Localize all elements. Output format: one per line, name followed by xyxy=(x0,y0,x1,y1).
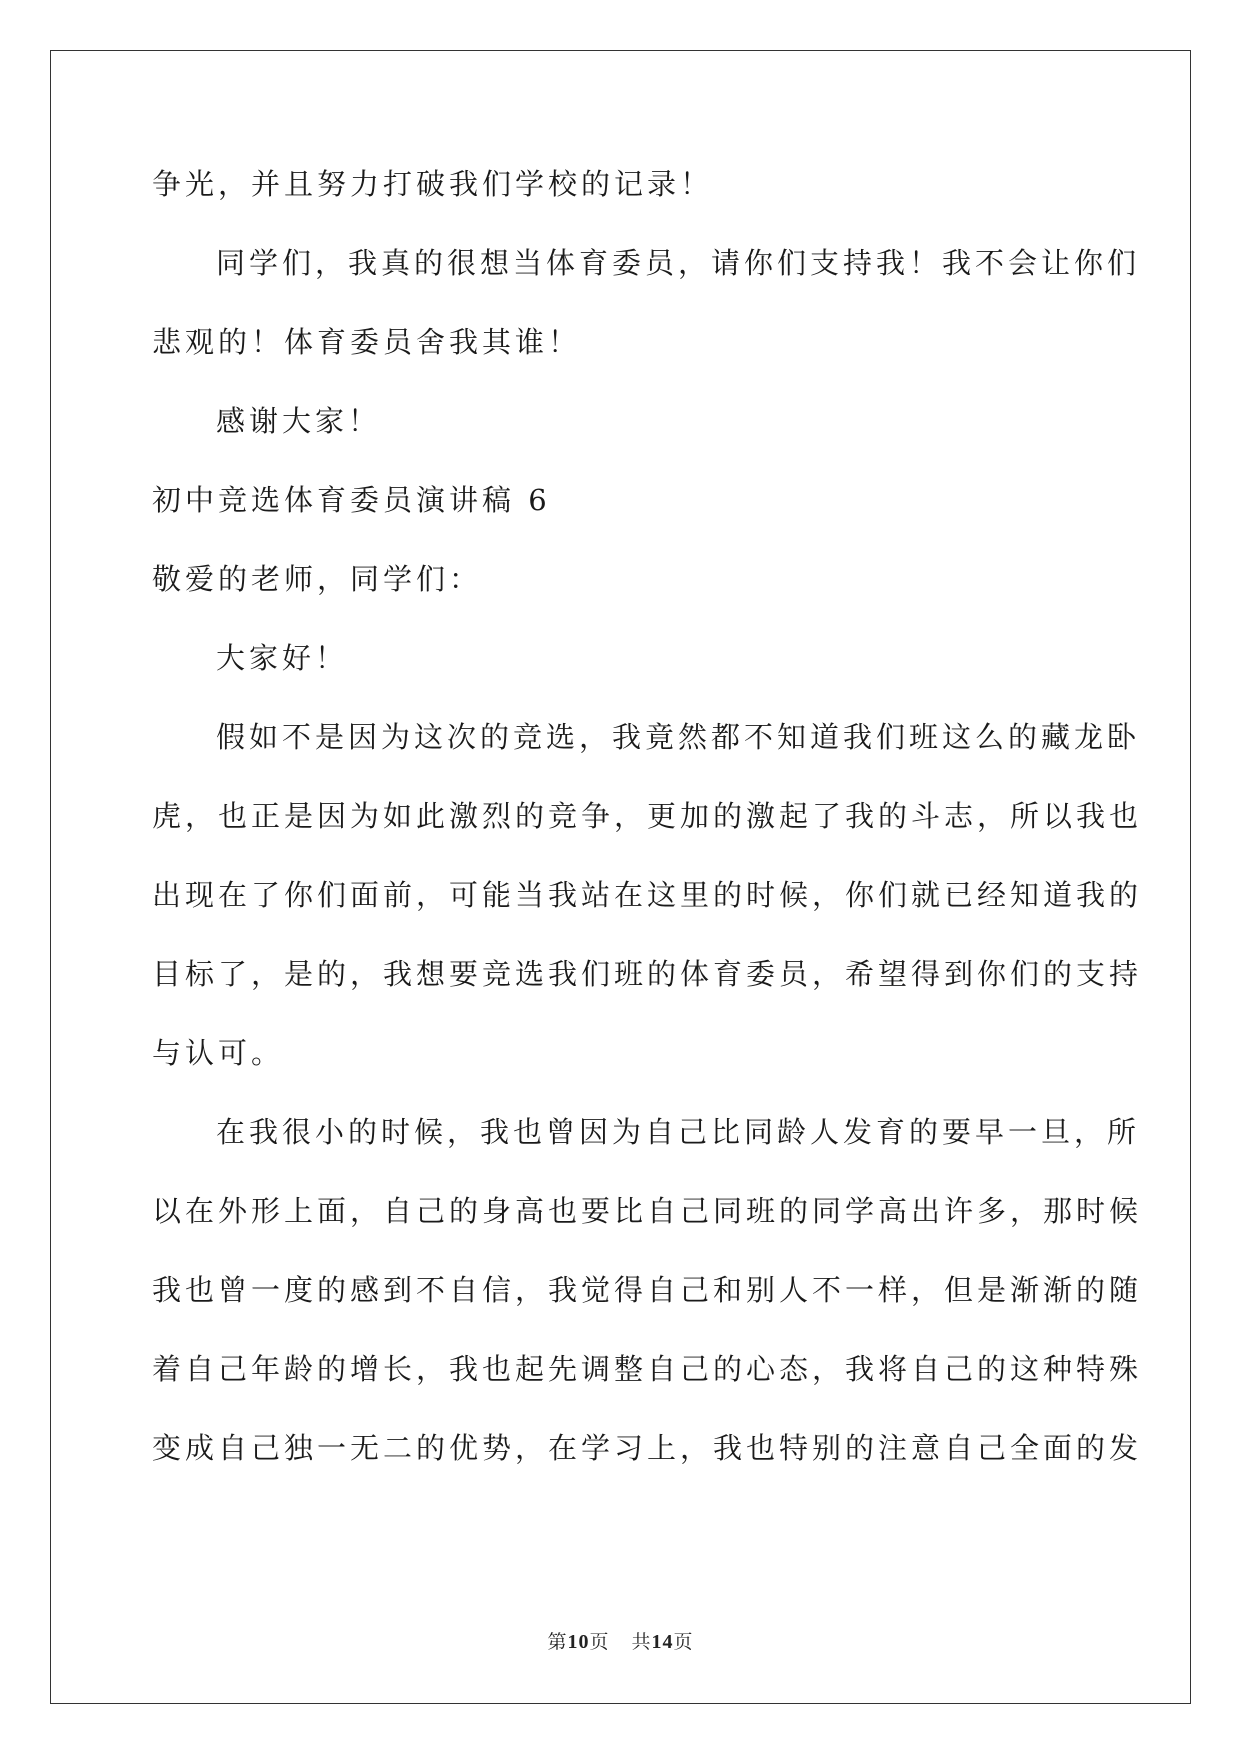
page-total: 14 xyxy=(651,1631,674,1653)
section-heading: 初中竞选体育委员演讲稿 6 xyxy=(152,483,551,517)
text-line: 悲观的！体育委员舍我其谁！ xyxy=(152,325,582,359)
text-line: 虎，也正是因为如此激烈的竞争，更加的激起了我的斗志，所以我也 xyxy=(152,799,1143,833)
total-prefix: 共 xyxy=(631,1631,652,1653)
text-line: 在我很小的时候，我也曾因为自己比同龄人发育的要早一旦，所 xyxy=(216,1115,1141,1149)
total-unit: 页 xyxy=(673,1631,694,1653)
text-line: 以在外形上面，自己的身高也要比自己同班的同学高出许多，那时候 xyxy=(152,1194,1143,1228)
text-line: 我也曾一度的感到不自信，我觉得自己和别人不一样，但是渐渐的随 xyxy=(152,1273,1143,1307)
text-line: 感谢大家！ xyxy=(216,404,382,438)
document-body xyxy=(152,160,1143,1503)
text-line: 同学们，我真的很想当体育委员，请你们支持我！我不会让你们 xyxy=(216,246,1141,280)
page-footer xyxy=(0,1627,1241,1654)
page-current: 10 xyxy=(567,1631,590,1653)
text-line: 争光，并且努力打破我们学校的记录！ xyxy=(152,167,714,201)
text-line: 着自己年龄的增长，我也起先调整自己的心态，我将自己的这种特殊 xyxy=(152,1352,1143,1386)
salutation: 敬爱的老师，同学们： xyxy=(152,562,483,596)
text-line: 变成自己独一无二的优势，在学习上，我也特别的注意自己全面的发 xyxy=(152,1431,1143,1465)
text-line: 出现在了你们面前，可能当我站在这里的时候，你们就已经知道我的 xyxy=(152,878,1143,912)
text-line: 目标了，是的，我想要竞选我们班的体育委员，希望得到你们的支持 xyxy=(152,957,1143,991)
text-line: 与认可。 xyxy=(152,1036,285,1070)
page-prefix: 第 xyxy=(547,1631,568,1653)
greeting: 大家好！ xyxy=(216,641,349,675)
page-unit: 页 xyxy=(589,1631,610,1653)
text-line: 假如不是因为这次的竞选，我竟然都不知道我们班这么的藏龙卧 xyxy=(216,720,1141,754)
